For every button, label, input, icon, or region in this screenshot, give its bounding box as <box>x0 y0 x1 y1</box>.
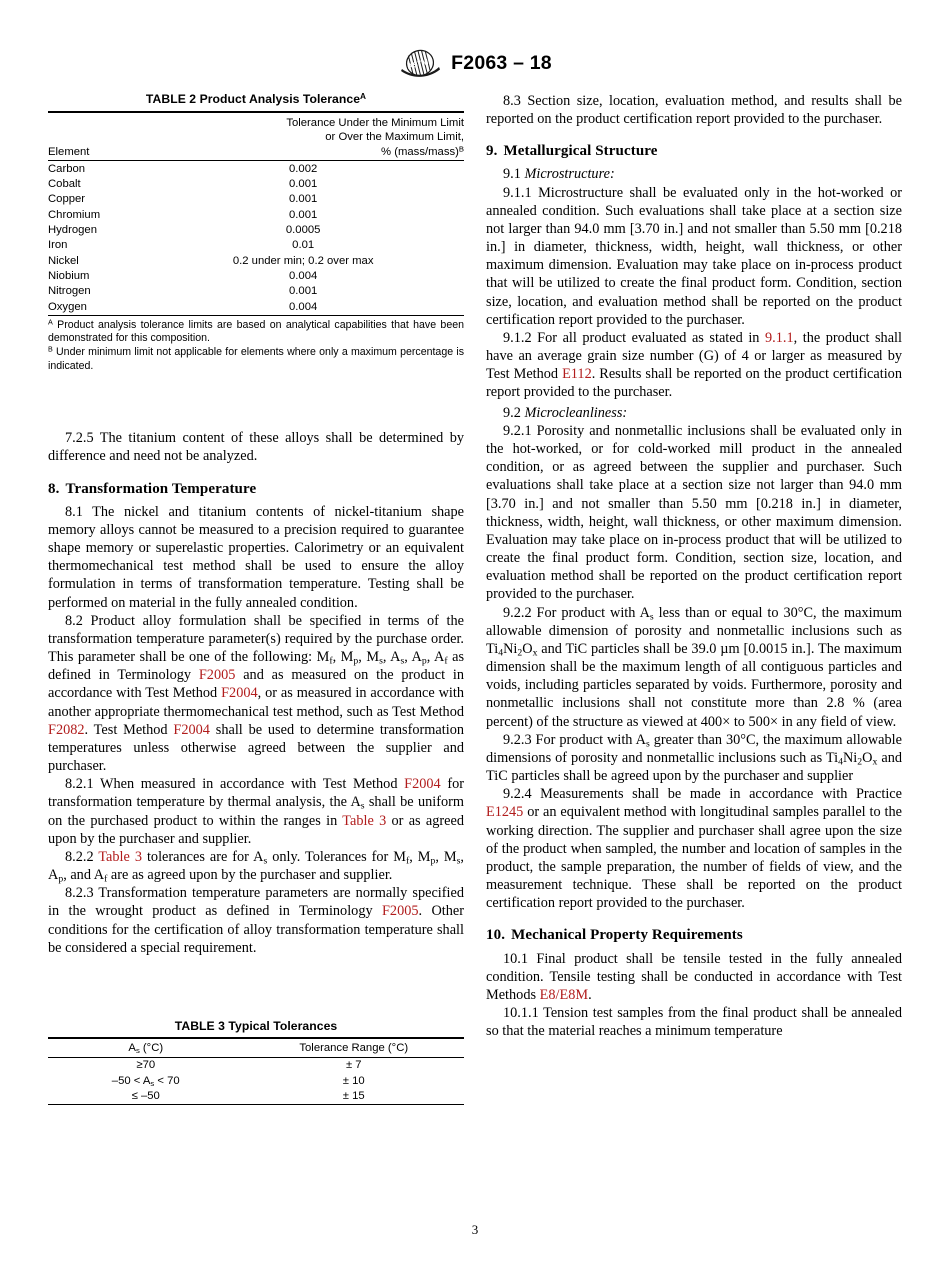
para-text-seg: Ni <box>503 640 518 657</box>
table-3-cell-range <box>48 1089 244 1105</box>
paragraph-8-3 <box>486 92 902 128</box>
subscript-4: 4 <box>498 647 504 659</box>
para-number: 9.2.4 <box>503 786 532 803</box>
table-2-caption <box>48 92 464 108</box>
para-text-seg: , A <box>382 649 401 666</box>
section-number: 9. <box>486 143 498 160</box>
para-text-seg: , M <box>435 848 457 865</box>
para-number: 9.1.1 <box>503 184 532 201</box>
table-row <box>48 207 464 222</box>
table-2-caption-footnote-marker: A <box>360 91 367 102</box>
table-3-head <box>48 1038 464 1057</box>
table-2-caption-text: TABLE 2 Product Analysis Tolerance <box>145 92 361 106</box>
astm-logo-icon <box>398 48 442 78</box>
table-row <box>48 192 464 207</box>
table-2-block <box>48 92 464 373</box>
para-text-seg: For all product evaluated as stated in <box>531 329 766 346</box>
table-2-cell-element: Copper <box>48 193 86 206</box>
xref-e112[interactable]: E112 <box>562 366 592 383</box>
table-2-cell-tolerance: 0.002 <box>289 162 318 175</box>
para-number: 8.2.1 <box>65 776 94 793</box>
para-text-seg: Ni <box>842 749 858 766</box>
table-row <box>48 238 464 253</box>
range-prefix: –50 < A <box>111 1074 151 1087</box>
xref-f2005[interactable]: F2005 <box>198 667 236 684</box>
table-row <box>48 176 464 191</box>
para-text-seg: , M <box>358 649 380 666</box>
section-title: Transformation Temperature <box>65 480 257 497</box>
table-row <box>48 1057 464 1073</box>
table-2-cell-tolerance: 0.2 under min; 0.2 over max <box>232 254 374 267</box>
subscript-s: s <box>649 611 654 623</box>
para-text-seg: Product alloy formulation shall be specified in terms of the transformation temperature parameter(s) required by the purchase order. This parameter shall be one of the following: M <box>48 612 464 666</box>
table-2-footnote-b <box>48 346 464 373</box>
section-heading-9 <box>486 142 902 161</box>
section-number: 8. <box>48 480 60 497</box>
paragraph-8-2 <box>48 612 464 776</box>
para-text: Section size, location, evaluation method, and results shall be reported on the product certification report provided to the purchaser. <box>486 93 902 128</box>
subsection-number: 9.2 <box>503 404 521 421</box>
paragraph-9-2-4 <box>486 785 902 912</box>
table-2-cell-tolerance: 0.001 <box>289 193 318 206</box>
footnote-text-a: Product analysis tolerance limits are based on analytical capabilities that have been demonstrated for this composition. <box>48 318 465 345</box>
para-text-seg: Measurements shall be made in accordance with Practice <box>531 786 902 803</box>
table-2-cell-tolerance: 0.001 <box>289 285 318 298</box>
table-2-cell-element: Carbon <box>48 162 86 175</box>
para-text-seg: For product with A <box>531 731 646 748</box>
para-text-seg: greater than 30°C, the maximum allowable dimensions of porosity and nonmetallic inclusions such as Ti <box>486 731 902 766</box>
para-text-seg: When measured in accordance with Test Method <box>93 776 405 793</box>
section-heading-8 <box>48 480 464 499</box>
subsection-9-1-heading <box>486 165 902 183</box>
para-text: Tension test samples from the final product shall be annealed so that the material reaches a minimum temperature <box>486 1005 902 1040</box>
footnote-marker-b: B <box>48 344 53 354</box>
xref-e8-e8m[interactable]: E8/E8M <box>539 986 589 1003</box>
table-3 <box>48 1037 464 1104</box>
paragraph-9-2-2 <box>486 604 902 731</box>
para-text-seg: and TiC particles shall be 39.0 µm [0.0015 in.]. The maximum dimension shall be the maximum length of all contiguous particles and voids, including particles separated by voids. Furthermore, porosity and nonmetallic inclusions shall not constitute more than 2.8 % (area percent) of the structure as viewed at 400× to 500× in any field of view. <box>486 640 902 730</box>
para-text-seg: . Test Method <box>84 721 174 738</box>
para-text-seg: less than or equal to 30°C, the maximum allowable dimension of porosity and nonmetallic inclusions such as Ti <box>486 604 902 657</box>
para-text-seg: shall be used to determine transformation temperatures unless otherwise agreed between the supplier and purchaser. <box>48 721 464 775</box>
para-text-seg: shall be uniform on the purchased product to within the ranges in <box>48 794 465 829</box>
para-number: 8.2 <box>65 612 83 629</box>
subscript-p: p <box>421 655 427 667</box>
table-2-cell-tolerance: 0.0005 <box>285 223 321 236</box>
left-column <box>48 92 464 1105</box>
table-3-cell-range <box>48 1073 244 1088</box>
table-2-cell-element: Hydrogen <box>48 223 97 236</box>
subscript-f: f <box>444 655 448 667</box>
table-row <box>48 222 464 237</box>
table-3-cell-tolerance: ± 15 <box>342 1090 365 1103</box>
table-row <box>48 269 464 284</box>
paragraph-10-1 <box>486 950 902 1005</box>
section-heading-10 <box>486 926 902 945</box>
subscript-s: s <box>150 1078 155 1088</box>
paragraph-8-2-2 <box>48 848 464 884</box>
right-column <box>486 92 902 1040</box>
xref-e1245[interactable]: E1245 <box>486 804 524 821</box>
para-text-seg: , and A <box>63 867 105 884</box>
table-2-footnote-a <box>48 319 464 346</box>
para-number: 8.2.2 <box>65 848 94 865</box>
para-text-seg: O <box>862 749 873 766</box>
para-text-seg: , A <box>404 649 422 666</box>
para-number: 8.3 <box>503 93 521 109</box>
page-header <box>0 48 950 78</box>
subscript-s: s <box>400 655 405 667</box>
table-2-cell-tolerance: 0.001 <box>289 177 318 190</box>
subscript-p: p <box>430 855 436 867</box>
table-2-cell-element: Iron <box>48 239 68 252</box>
subscript-2: 2 <box>517 647 523 659</box>
range-prefix: ≤ –50 <box>131 1090 160 1103</box>
subscript-s: s <box>360 801 365 813</box>
table-row <box>48 1089 464 1105</box>
table-3-cell-tolerance: ± 7 <box>345 1059 362 1072</box>
para-text-seg: , M <box>332 649 354 666</box>
subscript-f: f <box>104 873 108 885</box>
para-text-seg: or an equivalent method with longitudinal samples parallel to the working direction. The supplier and purchaser shall agree upon the size of the product when sampled, the number and location of samples in the product, the sample preparation, the number of fields of view, and the measurement technique. These shall be reported on the product certification report provided to the purchaser. <box>486 804 902 912</box>
table-row <box>48 299 464 315</box>
range-suffix: < 70 <box>154 1074 180 1087</box>
table-2-cell-element: Cobalt <box>48 177 81 190</box>
table-3-caption: TABLE 3 Typical Tolerances <box>174 1018 338 1033</box>
para-number: 8.1 <box>65 503 83 520</box>
para-number: 9.1.2 <box>503 329 532 346</box>
subscript-4: 4 <box>838 756 843 768</box>
paragraph-7-2-5 <box>48 429 464 465</box>
para-text: Porosity and nonmetallic inclusions shall be evaluated only in the hot-worked, or for cold-worked mill product in the annealed condition, or as agreed between the supplier and purchaser. Such evaluations shall take place at a section size not larger than 94.0 mm [3.70 in.] and not smaller than 5.50 mm [0.218 in.] in diameter, thickness, width, height, wall thickness, or other maximum dimension. Evaluation may take place on in-process product that will be utilized to create the final product form. Condition, section size, location, and evaluation method shall be reported on the product certification report provided to the purchaser. <box>486 422 902 603</box>
range-prefix: ≥70 <box>136 1059 156 1072</box>
para-number: 9.2.3 <box>503 731 532 748</box>
subscript-s: s <box>379 655 383 667</box>
table-2-cell-element: Oxygen <box>48 300 87 313</box>
xref-f2082[interactable]: F2082 <box>48 721 85 738</box>
para-number: 9.2.1 <box>503 422 532 439</box>
para-text: The nickel and titanium contents of nickel-titanium shape memory alloys cannot be measured to a precision required to guarantee shape memory or superelastic properties. Calorimetry or an equivalent thermomechanical test method shall be used to ensure the alloy formulation in terms of transformation temperature. Testing shall be performed on material in the fully annealed condition. <box>48 503 464 611</box>
table-3-block <box>48 1019 464 1105</box>
table-2-col-element: Element <box>48 146 90 159</box>
paragraph-8-2-3 <box>48 884 464 957</box>
para-text-seg: as defined in Terminology <box>48 649 465 684</box>
xref-f2004[interactable]: F2004 <box>404 776 441 793</box>
table-2-cell-element: Chromium <box>48 208 101 221</box>
paragraph-10-1-1 <box>486 1004 902 1040</box>
document-designation: F2063 – 18 <box>451 51 552 74</box>
section-title: Mechanical Property Requirements <box>511 927 743 944</box>
subscript-x: x <box>872 756 878 768</box>
subscript-s: s <box>263 855 268 867</box>
para-number: 10.1.1 <box>503 1005 539 1022</box>
table-2-head <box>48 112 464 161</box>
table-2-col-tolerance-line1: Tolerance Under the Minimum Limit <box>286 116 464 129</box>
para-text-seg: , A <box>48 848 464 884</box>
table-row <box>48 1073 464 1088</box>
table-2-cell-element: Nitrogen <box>48 285 91 298</box>
footnote-marker-a: A <box>48 317 53 327</box>
para-text-seg: , M <box>409 848 431 865</box>
para-number: 8.2.3 <box>65 885 94 902</box>
para-text-seg: tolerances are for A <box>141 848 264 865</box>
table-2-col-tolerance <box>142 112 464 161</box>
table-2-cell-tolerance: 0.004 <box>289 300 318 313</box>
para-text-seg: , or as measured in accordance with another appropriate thermomechanical test method, such as Test Method <box>48 685 465 720</box>
para-text-seg: Transformation temperature parameters are normally specified in the wrought product as defined in Terminology <box>48 885 464 920</box>
para-text-seg: O <box>522 640 533 657</box>
table-3-cell-range <box>48 1057 244 1073</box>
subscript-s: s <box>135 1046 140 1056</box>
table-2-col-tolerance-line2: or Over the Maximum Limit, <box>325 131 464 144</box>
para-number: 9.2.2 <box>503 604 532 621</box>
paragraph-9-1-1 <box>486 184 902 329</box>
para-number: 7.2.5 <box>65 430 94 447</box>
footnote-text-b: Under minimum limit not applicable for elements where only a maximum percentage is indicated. <box>48 345 464 372</box>
para-text-seg: for transformation temperature by thermal analysis, the A <box>48 776 464 811</box>
para-text: Microstructure shall be evaluated only in the hot-worked or annealed condition. Such evaluations shall take place at a section size not larger than 94.0 mm [3.70 in.] and not smaller than 5.50 mm [0.218 in.] in diameter, thickness, width, height, wall thickness, or other maximum dimension. Evaluation may take place on in-process product that will be utilized to create the final product form. Condition, section size, location, and evaluation method shall be reported on the product certification report provided to the purchaser. <box>486 184 902 328</box>
para-text-seg: are as agreed upon by the purchaser and supplier. <box>107 867 393 884</box>
table-row <box>48 253 464 268</box>
subscript-2: 2 <box>857 756 863 768</box>
table-2-col-tolerance-line3: % (mass/mass) <box>381 145 459 158</box>
table-2-col-tolerance-footnote-marker: B <box>458 144 464 154</box>
table-row <box>48 161 464 177</box>
para-text: The titanium content of these alloys shall be determined by difference and need not be analyzed. <box>48 430 464 465</box>
para-text-seg: or as agreed upon by the purchaser and supplier. <box>48 812 464 847</box>
table-2-cell-tolerance: 0.001 <box>289 208 318 221</box>
subsection-title: Microstructure: <box>524 166 615 183</box>
xref-9-1-1[interactable]: 9.1.1 <box>765 329 794 346</box>
table-2-cell-tolerance: 0.01 <box>292 239 315 252</box>
subsection-9-2-heading <box>486 404 902 422</box>
table-2-cell-tolerance: 0.004 <box>289 270 318 283</box>
para-number: 10.1 <box>503 950 529 967</box>
table-2-header-row <box>48 112 464 161</box>
subscript-f: f <box>329 655 333 667</box>
para-text-seg: . <box>588 986 592 1003</box>
section-title: Metallurgical Structure <box>503 143 658 160</box>
subsection-number: 9.1 <box>503 166 521 183</box>
table-3-col-tolerance-range: Tolerance Range (°C) <box>244 1038 464 1057</box>
page-number: 3 <box>471 1222 479 1237</box>
para-text-seg: Final product shall be tensile tested in the fully annealed condition. Tensile testing shall be conducted in accordance with Test Methods <box>486 950 902 1003</box>
svg-text:ASTM: ASTM <box>406 57 430 71</box>
table-3-body <box>48 1057 464 1104</box>
para-text-seg: . Results shall be reported on the product certification report provided to the purchaser. <box>486 366 902 401</box>
subscript-s: s <box>645 738 650 750</box>
para-text-seg: . Other conditions for the certification of alloy transformation temperature shall be considered a special requirement. <box>48 903 465 956</box>
table-3-col-as-prefix: A <box>128 1042 136 1055</box>
table-2-footnotes <box>48 319 464 374</box>
subscript-f: f <box>406 855 410 867</box>
xref-table-3[interactable]: Table 3 <box>98 848 142 865</box>
paragraph-9-2-1 <box>486 422 902 604</box>
para-text-seg: and TiC particles shall be agreed upon by the purchaser and supplier <box>486 749 902 785</box>
subscript-p: p <box>58 873 64 885</box>
table-2-cell-element: Niobium <box>48 270 90 283</box>
xref-f2005[interactable]: F2005 <box>381 903 419 920</box>
para-text-seg: , A <box>426 649 445 666</box>
table-2 <box>48 111 464 316</box>
xref-f2004[interactable]: F2004 <box>221 685 258 702</box>
xref-f2004[interactable]: F2004 <box>173 721 210 738</box>
para-text-seg: For product with A <box>531 604 650 621</box>
table-3-col-as-suffix: (°C) <box>139 1042 164 1055</box>
table-row <box>48 284 464 299</box>
xref-table-3[interactable]: Table 3 <box>342 812 387 829</box>
subscript-x: x <box>532 647 538 659</box>
para-text-seg: and as measured on the product in accordance with Test Method <box>48 667 464 702</box>
table-3-col-as <box>48 1038 244 1057</box>
paragraph-9-2-3 <box>486 731 902 786</box>
subsection-title: Microcleanliness: <box>524 404 628 421</box>
para-text-seg: only. Tolerances for M <box>267 848 406 865</box>
paragraph-8-1 <box>48 503 464 612</box>
section-number: 10. <box>486 927 506 944</box>
table-2-cell-element: Nickel <box>48 254 79 267</box>
table-2-body <box>48 161 464 316</box>
para-text-seg: , the product shall have an average grain size number (G) of 4 or larger as measured by Test Method <box>486 329 902 383</box>
table-3-header-row <box>48 1038 464 1057</box>
paragraph-9-1-2 <box>486 329 902 402</box>
table-3-cell-tolerance: ± 10 <box>342 1074 365 1087</box>
subscript-s: s <box>456 855 461 867</box>
subscript-p: p <box>353 655 359 667</box>
paragraph-8-2-1 <box>48 775 464 848</box>
